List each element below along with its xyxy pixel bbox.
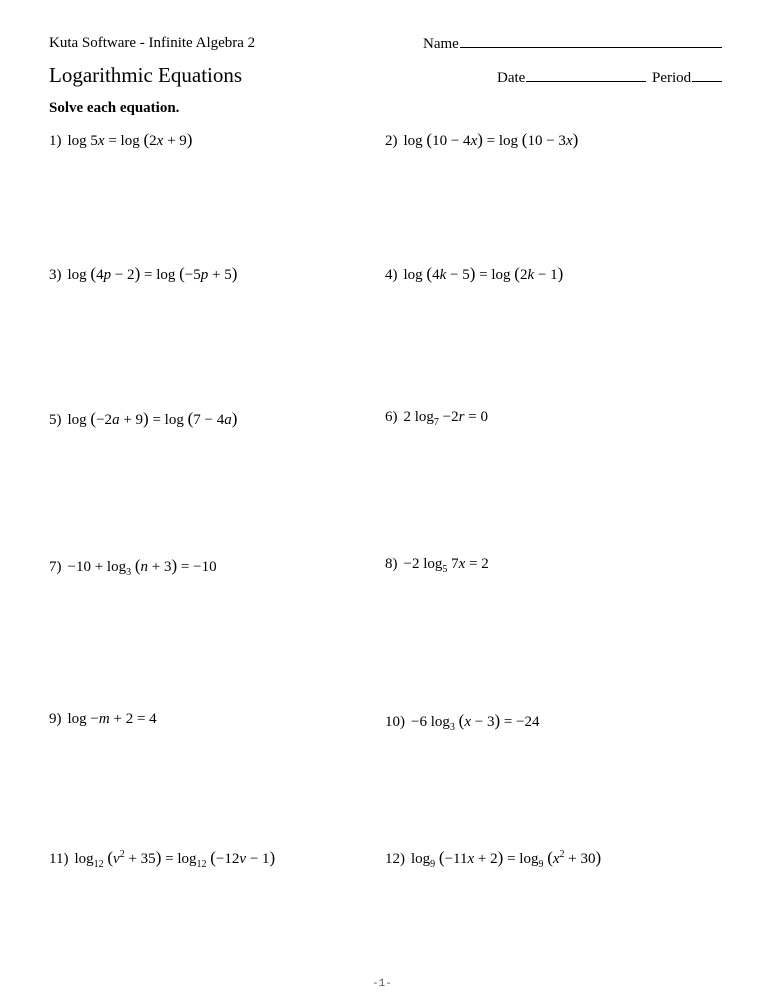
- period-line[interactable]: [692, 69, 722, 82]
- problem-number: 7): [49, 559, 62, 575]
- problem-11: [49, 848, 275, 868]
- problem-number: 3): [49, 267, 62, 283]
- problem-3: [49, 264, 237, 284]
- date-label: Date: [497, 70, 526, 86]
- equation: log (4k − 5) = log (2k − 1): [403, 264, 564, 283]
- equation: $-10 + \log_3 (n + 3) = -10$: [67, 556, 217, 578]
- equation: $\log_{12} (v^2 + 35) = \log_{12} (-12v - 1)$: [74, 848, 276, 870]
- problem-4: [385, 264, 563, 284]
- problem-8: [385, 556, 489, 573]
- problem-10: [385, 711, 540, 731]
- problem-number: 4): [385, 267, 398, 283]
- date-field[interactable]: [497, 69, 646, 87]
- problem-number: 11): [49, 851, 69, 867]
- problem-6: [385, 409, 488, 426]
- page-number: -1-: [372, 978, 392, 990]
- problem-number: 12): [385, 851, 405, 867]
- period-label: Period: [652, 70, 692, 86]
- problem-7: [49, 556, 217, 576]
- worksheet-title: Logarithmic Equations: [49, 63, 243, 87]
- problem-number: 2): [385, 133, 398, 149]
- date-line[interactable]: [526, 69, 646, 82]
- problem-2: [385, 130, 578, 150]
- equation: log (4p − 2) = log (−5p + 5): [67, 264, 238, 283]
- equation: log 5x = log (2x + 9): [67, 130, 193, 149]
- problem-9: [49, 711, 157, 728]
- name-label: Name: [423, 36, 459, 52]
- equation: log (−2a + 9) = log (7 − 4a): [67, 409, 238, 428]
- equation: log (10 − 4x) = log (10 − 3x): [403, 130, 579, 149]
- period-field[interactable]: [652, 69, 722, 87]
- problem-number: 6): [385, 409, 398, 425]
- equation: −6 $\log_3 (x - 3) = -24$: [411, 711, 540, 733]
- problem-number: 10): [385, 714, 405, 730]
- problem-12: [385, 848, 601, 868]
- equation: 2 $\log_7 -2r = 0$: [403, 409, 488, 428]
- equation: $\log_9 (-11x + 2) = \log_9 (x^2 + 30)$: [411, 848, 602, 870]
- equation: log −m + 2 = 4: [67, 711, 157, 727]
- equation: −2 $\log_5 7x = 2$: [403, 556, 489, 575]
- problem-5: [49, 409, 237, 429]
- problem-number: 9): [49, 711, 62, 727]
- instructions: Solve each equation.: [49, 100, 180, 116]
- name-line[interactable]: [460, 35, 722, 48]
- problem-1: [49, 130, 192, 150]
- problem-number: 5): [49, 412, 62, 428]
- software-name: Kuta Software - Infinite Algebra 2: [49, 35, 256, 51]
- problem-number: 8): [385, 556, 398, 572]
- name-field[interactable]: [423, 35, 722, 53]
- problem-number: 1): [49, 133, 62, 149]
